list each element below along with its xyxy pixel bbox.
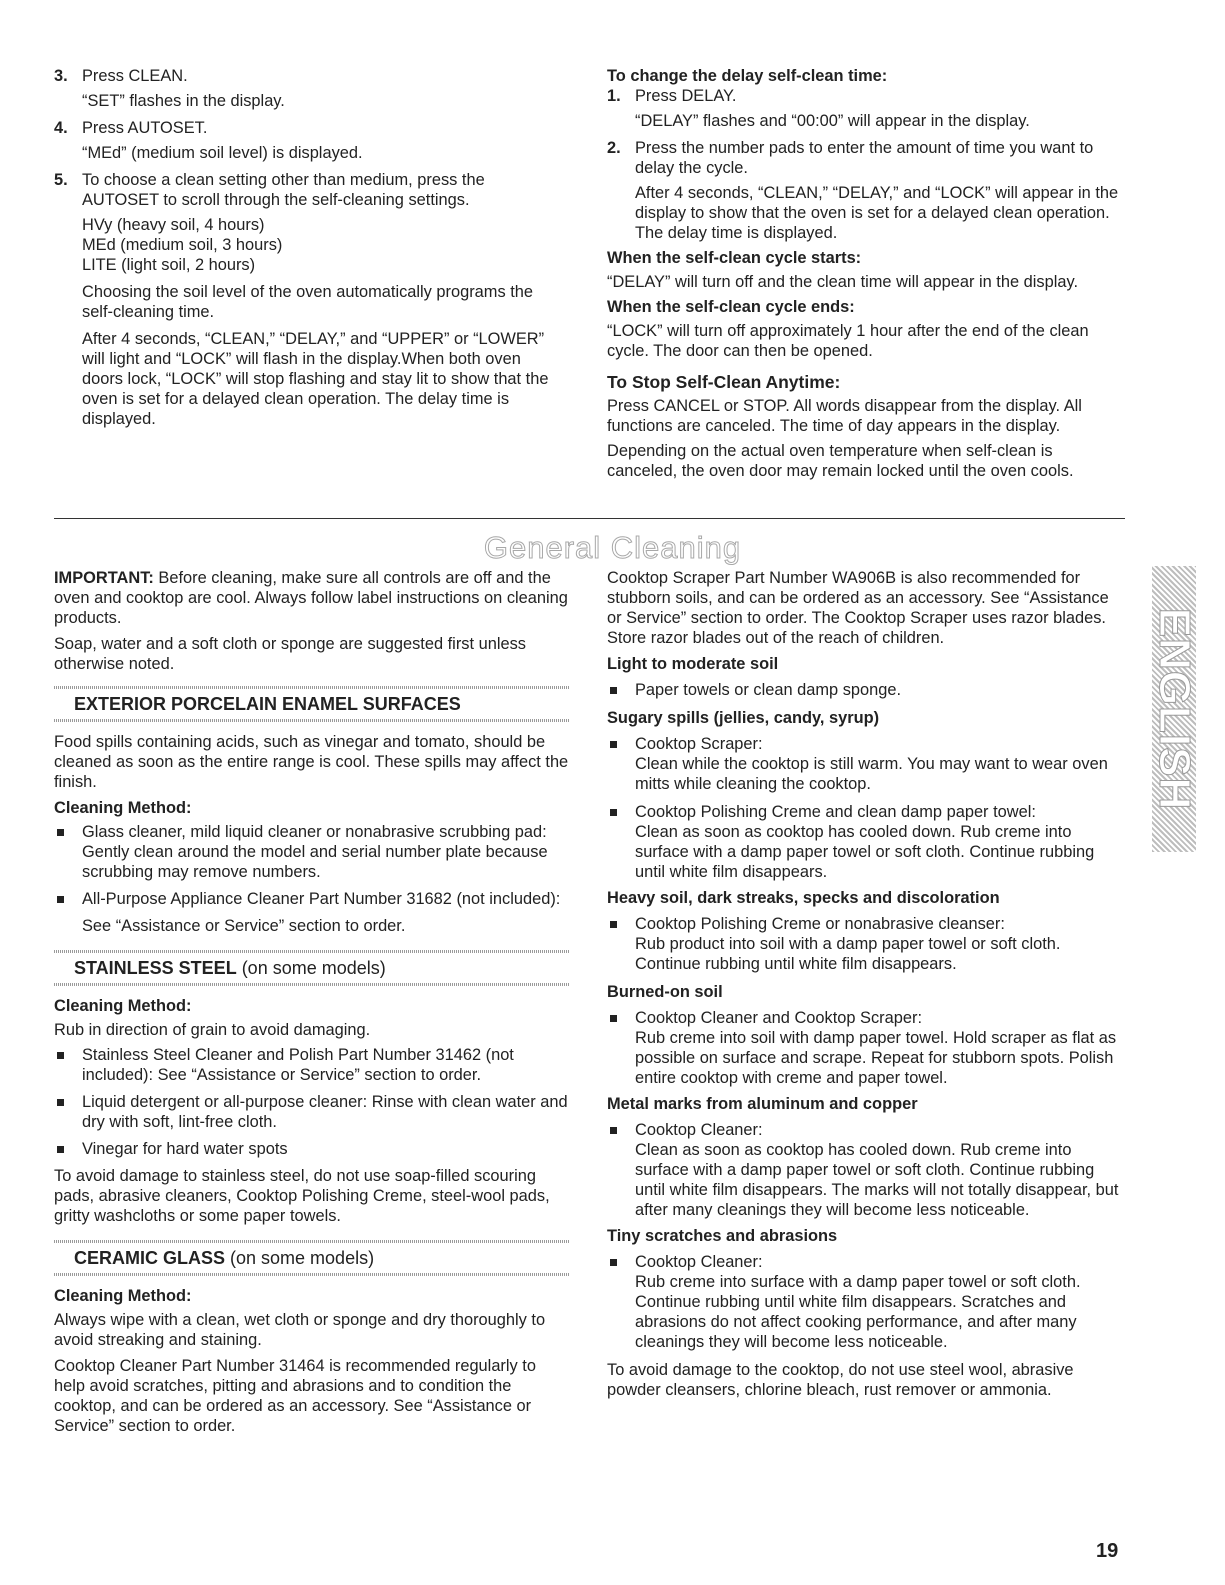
soil-heading: Metal marks from aluminum and copper — [607, 1095, 918, 1113]
language-side-tab — [1150, 566, 1199, 852]
exterior-heading: EXTERIOR PORCELAIN ENAMEL SURFACES — [74, 694, 461, 714]
top-right-column — [607, 66, 1127, 481]
step-note: “SET” flashes in the display. — [82, 92, 285, 110]
stop-text: Press CANCEL or STOP. All words disappear from the display. All functions are canceled. The time of day appears in the display. — [607, 397, 1082, 435]
step-text: Press the number pads to enter the amount of time you want to delay the cycle. — [635, 139, 1094, 177]
bullet-item — [607, 680, 1127, 700]
section-band — [54, 1273, 569, 1276]
bullet-item: Glass cleaner, mild liquid cleaner or nonabrasive scrubbing pad: Gently clean around the model and serial number plate because scrubbing may remove numbers. — [54, 822, 569, 882]
right-column — [607, 568, 1127, 1400]
step-text: Press AUTOSET. — [82, 119, 208, 137]
bullet-title: Cooktop Polishing Creme or nonabrasive cleanser: — [635, 915, 1005, 933]
soil-setting: LITE (light soil, 2 hours) — [82, 256, 256, 274]
stop-text: Depending on the actual oven temperature when self-clean is canceled, the oven door may remain locked until the oven cools. — [607, 442, 1074, 480]
bullet-title: Paper towels or clean damp sponge. — [635, 681, 902, 699]
stainless-section — [54, 950, 569, 1226]
bullet-item — [607, 1008, 1127, 1088]
bullet-body: Rub creme into surface with a damp paper towel or soft cloth. Continue rubbing until white film disappears. Scratches and abrasions do not affect cooking performance, and after many cleanings they will become less noticeable. — [635, 1273, 1081, 1351]
see-assistance: See “Assistance or Service” section to order. — [82, 917, 406, 935]
cleaning-method-heading: Cleaning Method: — [54, 1287, 192, 1305]
important-label: IMPORTANT: — [54, 569, 154, 587]
heading-note: (on some models) — [236, 958, 386, 978]
step-note: After 4 seconds, “CLEAN,” “DELAY,” and “UPPER” or “LOWER” will light and “LOCK” will flash in the display.When both oven doors lock, “LOCK” will stop flashing and stay lit to show that the oven is set for a delayed clean operation. The delay time is displayed. — [82, 330, 549, 428]
bullet-body: Rub product into soil with a damp paper towel or soft cloth. Continue rubbing until white film disappears. — [635, 935, 1061, 973]
step-text: Press DELAY. — [635, 87, 737, 105]
step-note: “MEd” (medium soil level) is displayed. — [82, 144, 363, 162]
soil-heading: Tiny scratches and abrasions — [607, 1227, 838, 1245]
bullet-title: Cooktop Polishing Creme and clean damp paper towel: — [635, 803, 1036, 821]
bullet-body: Clean as soon as cooktop has cooled down. Rub creme into surface with a damp paper towel or soft cloth. Continue rubbing until white film disappears. The marks will not totally disappear, but after many cleanings they will become less noticeable. — [635, 1141, 1119, 1219]
bullet-item: Stainless Steel Cleaner and Polish Part Number 31462 (not included): See “Assistance or Service” section to order. — [54, 1045, 569, 1085]
section-band — [54, 983, 569, 986]
step-number: 3. — [54, 67, 68, 85]
soil-heading: Sugary spills (jellies, candy, syrup) — [607, 709, 880, 727]
section-heading — [54, 953, 569, 983]
step-text: Press CLEAN. — [82, 67, 188, 85]
bullet-item — [607, 914, 1127, 974]
stainless-intro: Rub in direction of grain to avoid damaging. — [54, 1021, 371, 1039]
bullet-title: Cooktop Cleaner and Cooktop Scraper: — [635, 1009, 923, 1027]
bullet-item — [607, 1120, 1127, 1220]
heading-note: (on some models) — [225, 1248, 375, 1268]
bullet-title: Cooktop Scraper: — [635, 735, 763, 753]
soil-setting: HVy (heavy soil, 4 hours) — [82, 216, 265, 234]
stainless-warning: To avoid damage to stainless steel, do not use soap-filled scouring pads, abrasive cleaners, Cooktop Polishing Creme, steel-wool pads, gritty washcloths or some paper towels. — [54, 1167, 550, 1225]
cooktop-warning: To avoid damage to the cooktop, do not use steel wool, abrasive powder cleansers, chlorine bleach, rust remover or ammonia. — [607, 1361, 1074, 1399]
step-text: To choose a clean setting other than medium, press the AUTOSET to scroll through the self-cleaning settings. — [82, 171, 485, 209]
left-column — [54, 568, 569, 1436]
bullet-item: Vinegar for hard water spots — [54, 1139, 569, 1159]
ceramic-heading: CERAMIC GLASS — [74, 1248, 226, 1268]
cycle-ends-heading: When the self-clean cycle ends: — [607, 298, 855, 316]
bullet-title: Cooktop Cleaner: — [635, 1121, 763, 1139]
step-number: 2. — [607, 139, 621, 157]
delay-step-2 — [607, 138, 1127, 243]
section-title: General Cleaning — [483, 530, 742, 565]
section-divider — [54, 518, 1125, 519]
important-text: Before cleaning, make sure all controls are off and the oven and cooktop are cool. Always follow label instructions on cleaning products. — [54, 569, 568, 627]
ceramic-text: Cooktop Cleaner Part Number 31464 is recommended regularly to help avoid scratches, pitting and abrasions and to condition the cooktop, and can be ordered as an accessory. See “Assistance or Service” section to order. — [54, 1357, 536, 1435]
exterior-section — [54, 686, 569, 936]
step-number: 1. — [607, 87, 621, 105]
bullet-item: Liquid detergent or all-purpose cleaner: Rinse with clean water and dry with soft, lint-free cloth. — [54, 1092, 569, 1132]
top-left-column — [54, 66, 564, 429]
change-delay-heading: To change the delay self-clean time: — [607, 67, 888, 85]
step-note: Choosing the soil level of the oven automatically programs the self-cleaning time. — [82, 283, 533, 321]
bullet-item: All-Purpose Appliance Cleaner Part Number 31682 (not included): — [54, 889, 569, 909]
cleaning-method-heading: Cleaning Method: — [54, 799, 192, 817]
section-heading — [54, 1243, 569, 1273]
section-band — [54, 719, 569, 722]
step-5 — [54, 170, 564, 429]
language-label: ENGLISH — [1150, 607, 1199, 811]
cycle-ends-text: “LOCK” will turn off approximately 1 hour after the end of the clean cycle. The door can then be opened. — [607, 322, 1089, 360]
cleaning-method-heading: Cleaning Method: — [54, 997, 192, 1015]
soil-heading: Burned-on soil — [607, 983, 723, 1001]
cycle-starts-heading: When the self-clean cycle starts: — [607, 249, 862, 267]
step-4 — [54, 118, 564, 163]
bullet-item — [607, 734, 1127, 794]
section-heading — [54, 689, 569, 719]
stainless-heading: STAINLESS STEEL — [74, 958, 237, 978]
ceramic-text: Always wipe with a clean, wet cloth or sponge and dry thoroughly to avoid streaking and staining. — [54, 1311, 546, 1349]
bullet-body: Clean while the cooktop is still warm. You may want to wear oven mitts while cleaning the cooktop. — [635, 755, 1108, 793]
delay-step-1 — [607, 86, 1127, 131]
soil-heading: Light to moderate soil — [607, 655, 779, 673]
bullet-item — [607, 1252, 1127, 1352]
important-note — [54, 568, 569, 628]
bullet-body: Clean as soon as cooktop has cooled down. Rub creme into surface with a damp paper towel or soft cloth. Continue rubbing until white film disappears. — [635, 823, 1095, 881]
step-note: After 4 seconds, “CLEAN,” “DELAY,” and “LOCK” will appear in the display to show that the oven is set for a delayed clean operation. The delay time is displayed. — [635, 184, 1119, 242]
soap-note: Soap, water and a soft cloth or sponge are suggested first unless otherwise noted. — [54, 635, 526, 673]
stop-self-clean-heading: To Stop Self-Clean Anytime: — [607, 372, 841, 392]
bullet-item — [607, 802, 1127, 882]
ceramic-section — [54, 1240, 569, 1436]
soil-setting: MEd (medium soil, 3 hours) — [82, 236, 283, 254]
step-note: “DELAY” flashes and “00:00” will appear in the display. — [635, 112, 1030, 130]
step-3 — [54, 66, 564, 111]
exterior-intro: Food spills containing acids, such as vinegar and tomato, should be cleaned as soon as the entire range is cool. These spills may affect the finish. — [54, 733, 569, 791]
step-number: 4. — [54, 119, 68, 137]
bullet-body: Rub creme into soil with damp paper towel. Hold scraper as flat as possible on surface and scrape. Repeat for stubborn spots. Polish entire cooktop with creme and paper towel. — [635, 1029, 1117, 1087]
bullet-title: Cooktop Cleaner: — [635, 1253, 763, 1271]
step-number: 5. — [54, 171, 68, 189]
soil-heading: Heavy soil, dark streaks, specks and discoloration — [607, 889, 1000, 907]
page-number: 19 — [1096, 1540, 1119, 1562]
cycle-starts-text: “DELAY” will turn off and the clean time will appear in the display. — [607, 273, 1079, 291]
scraper-intro: Cooktop Scraper Part Number WA906B is also recommended for stubborn soils, and can be ordered as an accessory. See “Assistance or Service” section to order. The Cooktop Scraper uses razor blades. Store razor blades out of the reach of children. — [607, 569, 1109, 647]
